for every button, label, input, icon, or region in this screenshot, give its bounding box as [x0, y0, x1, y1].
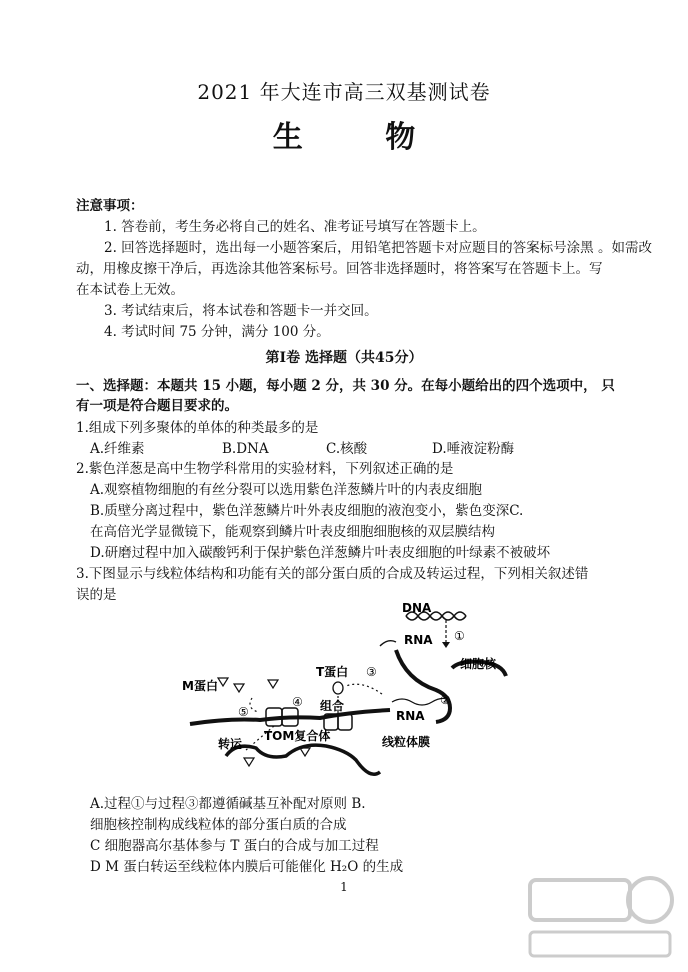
label-t-protein: T蛋白 [316, 665, 349, 679]
part1-instruction-cont: 有一项是符合题目要求的。 [76, 398, 238, 414]
q3-stem-cont: 误的是 [76, 587, 117, 603]
m-protein-inner-2 [300, 748, 310, 756]
m-protein-shape-2 [234, 684, 244, 692]
circle-5: ⑤ [238, 705, 249, 719]
label-m-protein: M蛋白 [182, 679, 218, 693]
circle-2: ② [440, 693, 451, 707]
subject-title: 生 物 [272, 120, 452, 155]
m-protein-inner-1 [244, 758, 254, 766]
arrow-5 [250, 698, 258, 712]
q1-option-d: D.唾液淀粉酶 [432, 441, 515, 457]
m-protein-shape-1 [218, 678, 228, 686]
q3-line-3: C 细胞器高尔基体参与 T 蛋白的合成与加工过程 [90, 838, 379, 854]
t-protein-shape [333, 682, 343, 694]
m-protein-shape-3 [268, 680, 278, 688]
q3-diagram [160, 598, 520, 788]
notice-item-2-cont: 动，用橡皮擦干净后，再选涂其他答案标号。回答非选择题时，将答案写在答题卡上。写 [76, 261, 603, 277]
circle-3: ③ [366, 665, 377, 679]
label-transport: 转运 [218, 737, 243, 751]
section-title: 第Ⅰ卷 选择题（共45分） [265, 350, 423, 366]
arrow-1-head [442, 642, 450, 648]
label-rna-bottom: RNA [396, 709, 425, 723]
q2-line-1: A.观察植物细胞的有丝分裂可以选用紫色洋葱鳞片叶的内表皮细胞 [90, 482, 483, 498]
q3-stem: 3.下图显示与线粒体结构和功能有关的部分蛋白质的合成及转运过程，下列相关叙述错 [76, 566, 589, 582]
q1-option-c: C.核酸 [326, 441, 368, 457]
notice-item-1: 1. 答卷前，考生务必将自己的姓名、准考证号填写在答题卡上。 [104, 219, 486, 235]
label-rna-top: RNA [404, 633, 433, 647]
page-number: 1 [340, 880, 348, 894]
q2-line-4: D.研磨过程中加入碳酸钙利于保护紫色洋葱鳞片叶表皮细胞的叶绿素不被破坏 [90, 545, 551, 561]
circle-4: ④ [292, 695, 303, 709]
q2-line-3: 在高倍光学显微镜下，能观察到鳞片叶表皮细胞细胞核的双层膜结构 [90, 524, 495, 540]
outer-membrane [190, 710, 390, 724]
q2-stem: 2.紫色洋葱是高中生物学科常用的实验材料，下列叙述正确的是 [76, 461, 454, 477]
q3-line-1: A.过程①与过程③都遵循碱基互补配对原则 B. [90, 796, 366, 812]
label-dna: DNA [402, 601, 432, 615]
watermark-logo-icon [510, 856, 680, 966]
rna-top-strand [380, 641, 396, 646]
arrow-3 [346, 684, 382, 694]
q3-line-2: 细胞核控制构成线粒体的部分蛋白质的合成 [90, 817, 347, 833]
q1-option-a: A.纤维素 [90, 441, 145, 457]
q2-line-2: B.质壁分离过程中，紫色洋葱鳞片叶外表皮细胞的液泡变小，紫色变深C. [90, 503, 524, 519]
label-membrane: 线粒体膜 [382, 735, 431, 749]
part1-instruction: 一、选择题：本题共 15 小题，每小题 2 分，共 30 分。在每小题给出的四个选项中， 只 [76, 378, 615, 394]
label-nucleus: 细胞核 [460, 657, 497, 671]
circle-1: ① [454, 629, 465, 643]
notice-item-2-end: 在本试卷上无效。 [76, 282, 184, 298]
inner-membrane [226, 745, 380, 774]
notice-item-4: 4. 考试时间 75 分钟，满分 100 分。 [104, 324, 330, 340]
notice-item-3: 3. 考试结束后，将本试卷和答题卡一并交回。 [104, 303, 378, 319]
q1-stem: 1.组成下列多聚体的单体的种类最多的是 [76, 420, 319, 436]
notice-item-2: 2. 回答选择题时，选出每一小题答案后，用铅笔把答题卡对应题目的答案标号涂黑 。如需改 [104, 240, 652, 256]
q3-line-4: D M 蛋白转运至线粒体内膜后可能催化 H₂O 的生成 [90, 859, 404, 875]
notice-heading: 注意事项： [76, 198, 144, 214]
label-tom: TOM复合体 [264, 729, 331, 743]
q1-option-b: B.DNA [222, 441, 269, 457]
exam-title: 2021 年大连市高三双基测试卷 [197, 80, 491, 104]
label-combine: 组合 [320, 699, 345, 713]
